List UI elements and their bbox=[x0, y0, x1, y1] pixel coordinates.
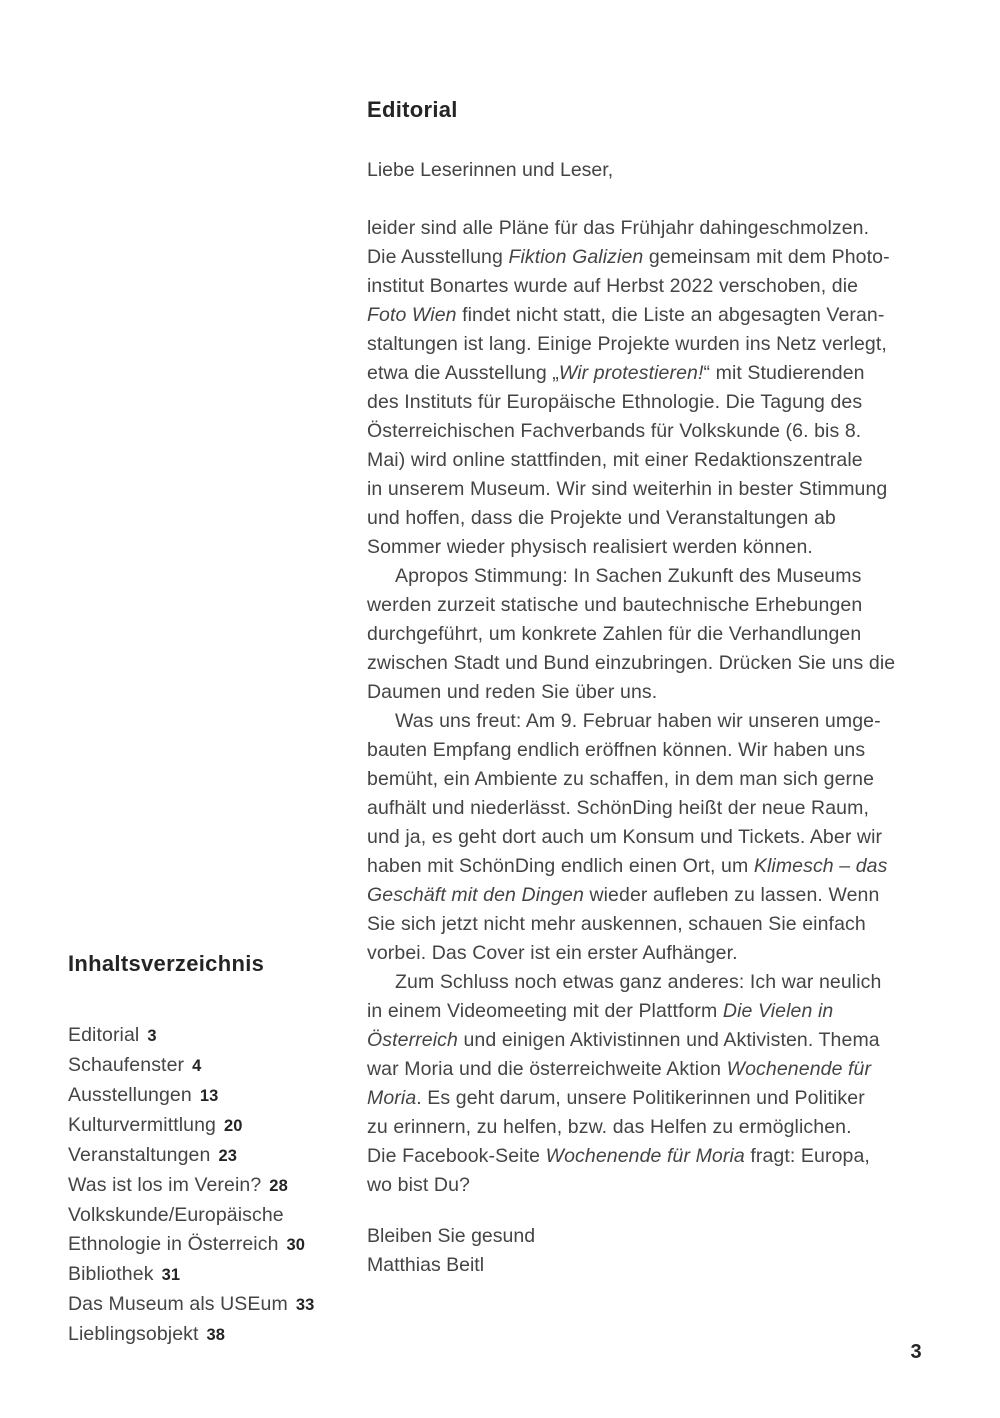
editorial-article bbox=[367, 96, 967, 1276]
toc-item bbox=[68, 1201, 368, 1230]
toc-item-label: Das Museum als USEum bbox=[68, 1293, 288, 1315]
toc-title: Inhaltsverzeichnis bbox=[68, 951, 265, 976]
editorial-paragraph: Zum Schluss noch etwas ganz anderes: Ich war neulich in einem Videomeeting mit der Plattform Die Vielen in Österreich und einigen Aktivistinnen und Aktivisten. Thema war Moria und die österreichweite Aktion Wochenende für Moria. Es geht darum, unsere Politikerinnen und Politiker zu erinnern, zu helfen, bzw. das Helfen zu ermöglichen. Die Facebook-Seite Wochenende für Moria fragt: Europa, wo bist Du? bbox=[367, 971, 882, 1196]
toc-item-page: 3 bbox=[147, 1027, 157, 1045]
toc-item-label: Lieblingsobjekt bbox=[68, 1323, 199, 1345]
toc-item-page: 23 bbox=[218, 1147, 238, 1165]
closing-block bbox=[367, 1222, 535, 1280]
editorial-title: Editorial bbox=[367, 97, 458, 122]
toc-item-label: Veranstaltungen bbox=[68, 1144, 211, 1166]
toc-item bbox=[68, 1051, 368, 1081]
toc-item-label: Schaufenster bbox=[68, 1054, 185, 1076]
toc-item bbox=[68, 1320, 368, 1350]
toc-item-page: 38 bbox=[206, 1326, 226, 1344]
page-number: 3 bbox=[910, 1341, 922, 1363]
toc-item bbox=[68, 1081, 368, 1111]
salutation: Liebe Leserinnen und Leser, bbox=[367, 159, 614, 181]
toc-item-label: Ethnologie in Österreich bbox=[68, 1233, 279, 1255]
toc-item bbox=[68, 1141, 368, 1171]
editorial-paragraphs bbox=[367, 214, 967, 1200]
toc-item-page: 30 bbox=[286, 1236, 306, 1254]
toc-list bbox=[68, 1021, 368, 1350]
toc-item-label: Bibliothek bbox=[68, 1263, 154, 1285]
table-of-contents bbox=[68, 950, 368, 1350]
toc-item bbox=[68, 1290, 368, 1320]
closing-line: Bleiben Sie gesund bbox=[367, 1225, 536, 1247]
toc-item bbox=[68, 1260, 368, 1290]
toc-item-label: Editorial bbox=[68, 1024, 140, 1046]
editorial-paragraph: leider sind alle Pläne für das Frühjahr dahingeschmolzen. Die Ausstellung Fiktion Galizien gemeinsam mit dem Photo- institut Bonartes wurde auf Herbst 2022 verschoben, die Foto Wien findet nicht statt, die Liste an abgesagten Veran- staltungen ist lang. Einige Projekte wurden ins Netz verlegt, etwa die Ausstellung „Wir protestieren!“ mit Studierenden des Instituts für Europäische Ethnologie. Die Tagung des Österreichischen Fachverbands für Volkskunde (6. bis 8. Mai) wird online stattfinden, mit einer Redaktionszentrale in unserem Museum. Wir sind weiterhin in bester Stimmung und hoffen, dass die Projekte und Veranstaltungen ab Sommer wieder physisch realisiert werden können. bbox=[367, 217, 890, 558]
toc-item bbox=[68, 1021, 368, 1051]
toc-item-label: Kulturvermittlung bbox=[68, 1114, 217, 1136]
toc-item-page: 4 bbox=[192, 1057, 202, 1075]
toc-item-page: 31 bbox=[161, 1266, 181, 1284]
editorial-paragraph: Apropos Stimmung: In Sachen Zukunft des Museums werden zurzeit statische und bautechnische Erhebungen durchgeführt, um konkrete Zahlen für die Verhandlungen zwischen Stadt und Bund einzubringen. Drücken Sie uns die Daumen und reden Sie über uns. bbox=[367, 565, 896, 703]
toc-item bbox=[68, 1230, 368, 1260]
editorial-paragraph: Was uns freut: Am 9. Februar haben wir unseren umge- bauten Empfang endlich eröffnen können. Wir haben uns bemüht, ein Ambiente zu schaffen, in dem man sich gerne aufhält und niederlässt. SchönDing heißt der neue Raum, und ja, es geht dort auch um Konsum und Tickets. Aber wir haben mit SchönDing endlich einen Ort, um Klimesch – das Geschäft mit den Dingen wieder aufleben zu lassen. Wenn Sie sich jetzt nicht mehr auskennen, schauen Sie einfach vorbei. Das Cover ist ein erster Aufhänger. bbox=[367, 710, 888, 964]
toc-item bbox=[68, 1111, 368, 1141]
toc-item-label: Volkskunde/Europäische bbox=[68, 1204, 284, 1226]
closing-line: Matthias Beitl bbox=[367, 1254, 485, 1276]
toc-item-label: Ausstellungen bbox=[68, 1084, 192, 1106]
toc-item-page: 13 bbox=[199, 1087, 219, 1105]
toc-item-page: 33 bbox=[295, 1296, 315, 1314]
toc-item-page: 28 bbox=[269, 1177, 288, 1195]
toc-item bbox=[68, 1171, 368, 1201]
toc-item-page: 20 bbox=[224, 1117, 243, 1135]
toc-item-label: Was ist los im Verein? bbox=[68, 1174, 262, 1196]
